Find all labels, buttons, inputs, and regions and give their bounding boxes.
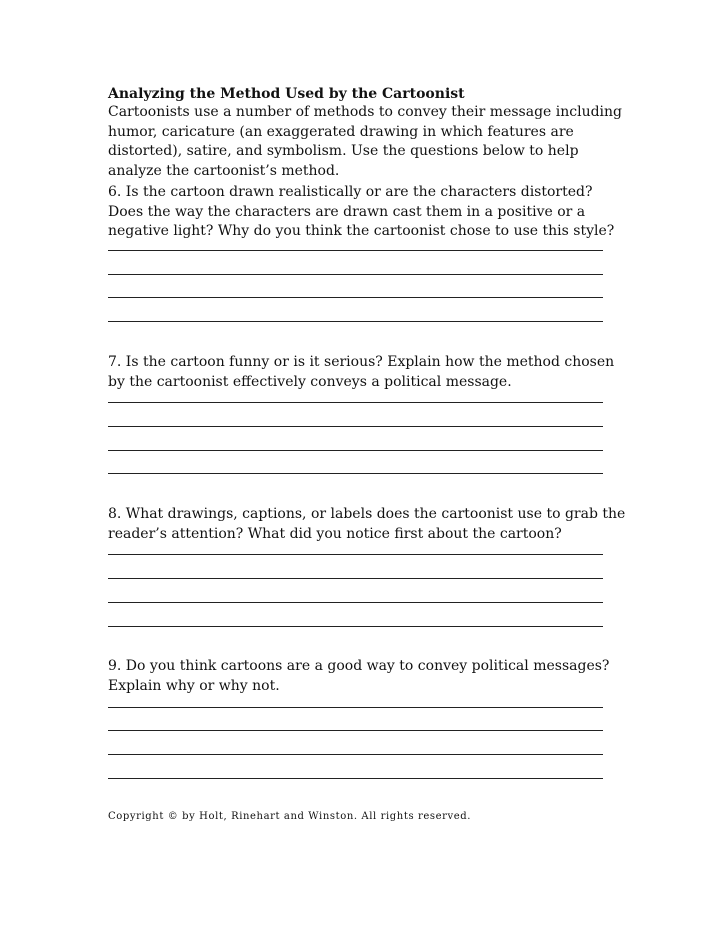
answer-line[interactable] [108,707,603,708]
answer-line[interactable] [108,778,603,779]
answer-line[interactable] [108,402,603,403]
answer-line[interactable] [108,730,603,731]
copyright-notice: Copyright © by Holt, Rinehart and Winston. All rights reserved. [108,811,472,822]
question-6: 6. Is the cartoon drawn realistically or are the characters distorted? Does the way the characters are drawn cast them in a positive or a negative light? Why do you think the cartoonist chose to use this style? [108,184,615,239]
answer-line[interactable] [108,554,603,555]
question-7: 7. Is the cartoon funny or is it serious? Explain how the method chosen by the cartoonist effectively conveys a political message. [108,354,615,390]
answer-line[interactable] [108,626,603,627]
answer-line[interactable] [108,250,603,251]
answer-line[interactable] [108,602,603,603]
answer-line[interactable] [108,473,603,474]
intro-paragraph: Cartoonists use a number of methods to convey their message including humor, caricature (an exaggerated drawing in which features are distorted), satire, and symbolism. Use the questions below to help analyze the cartoonist’s method. [108,104,623,179]
answer-line[interactable] [108,450,603,451]
answer-line[interactable] [108,297,603,298]
answer-line[interactable] [108,426,603,427]
section-heading: Analyzing the Method Used by the Cartoonist [108,86,465,102]
answer-line[interactable] [108,754,603,755]
answer-line[interactable] [108,274,603,275]
answer-line[interactable] [108,578,603,579]
answer-line[interactable] [108,321,603,322]
question-8: 8. What drawings, captions, or labels does the cartoonist use to grab the reader’s attention? What did you notice first about the cartoon? [108,506,626,542]
question-9: 9. Do you think cartoons are a good way to convey political messages? Explain why or why not. [108,658,610,694]
